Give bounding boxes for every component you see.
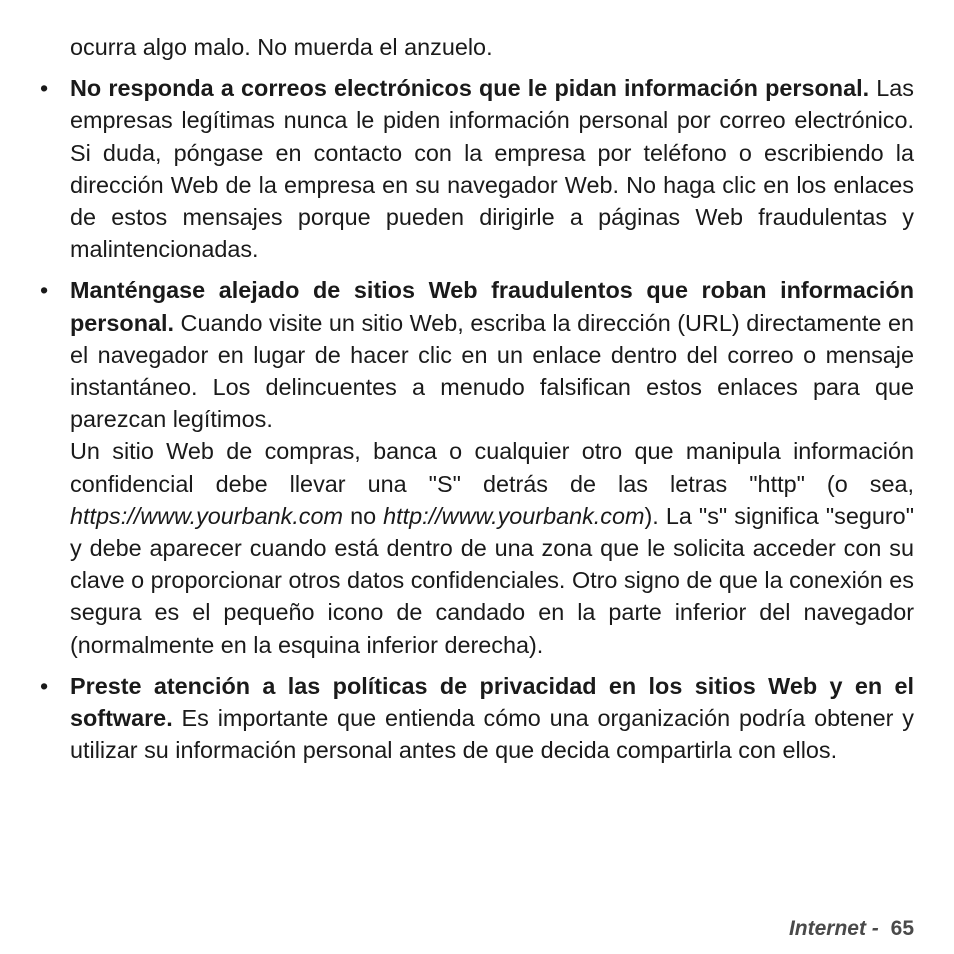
bullet-paragraph	[70, 274, 914, 435]
bullet-extra-paragraph	[70, 435, 914, 660]
bullet-paragraph	[70, 72, 914, 265]
extra-text-start: Un sitio Web de compras, banca o cualquier otro que manipula información confidencial debe llevar una "S" detrás de las letras "http" (o sea,	[70, 438, 914, 497]
bullet-icon: •	[40, 277, 49, 304]
bullet-item-email	[40, 72, 914, 265]
bullet-body: Cuando visite un sitio Web, escriba la dirección (URL) directamente en el navegador en lugar de hacer clic en un enlace dentro del correo o mensaje instantáneo. Los delincuentes a menudo falsifican estos enlaces para que parezcan legítimos.	[70, 309, 914, 433]
intro-continuation: ocurra algo malo. No muerda el anzuelo.	[70, 34, 493, 60]
bullet-paragraph	[70, 670, 914, 767]
footer-section-title: Internet -	[788, 917, 885, 940]
bullet-item-privacy	[40, 670, 914, 767]
bullet-item-websites	[40, 274, 914, 660]
bullet-body: Es importante que entienda cómo una organización podría obtener y utilizar su información personal antes de que decida compartirla con ellos.	[70, 705, 914, 764]
bullet-icon: •	[40, 75, 49, 102]
insecure-url-example: http://www.yourbank.com	[383, 502, 645, 529]
page-content	[40, 31, 914, 766]
bullet-body: Las empresas legítimas nunca le piden información personal por correo electrónico. Si duda, póngase en contacto con la empresa por teléfono o escribiendo la dirección Web de la empresa en su navegador Web. No haga clic en los enlaces de estos mensajes porque pueden dirigirle a páginas Web fraudulentas y malintencionadas.	[70, 75, 914, 263]
bullet-lead: No responda a correos electrónicos que le pidan información personal.	[70, 75, 870, 102]
page-footer	[789, 914, 914, 944]
bullet-icon: •	[40, 672, 49, 699]
secure-url-example: https://www.yourbank.com	[70, 502, 344, 529]
page-number: 65	[890, 917, 914, 940]
bullet-lead: Manténgase alejado de sitios Web fraudulentos que roban información personal.	[70, 277, 914, 336]
extra-text-end: ). La "s" significa "seguro" y debe aparecer cuando está dentro de una zona que le solicita acceder con su clave o proporcionar otros datos confidenciales. Otro signo de que la conexión es segura es el pequeño icono de candado en la parte inferior del navegador (normalmente en la esquina inferior derecha).	[70, 502, 914, 658]
extra-text-between: no	[343, 502, 384, 529]
bullet-lead: Preste atención a las políticas de privacidad en los sitios Web y en el software.	[70, 672, 914, 732]
